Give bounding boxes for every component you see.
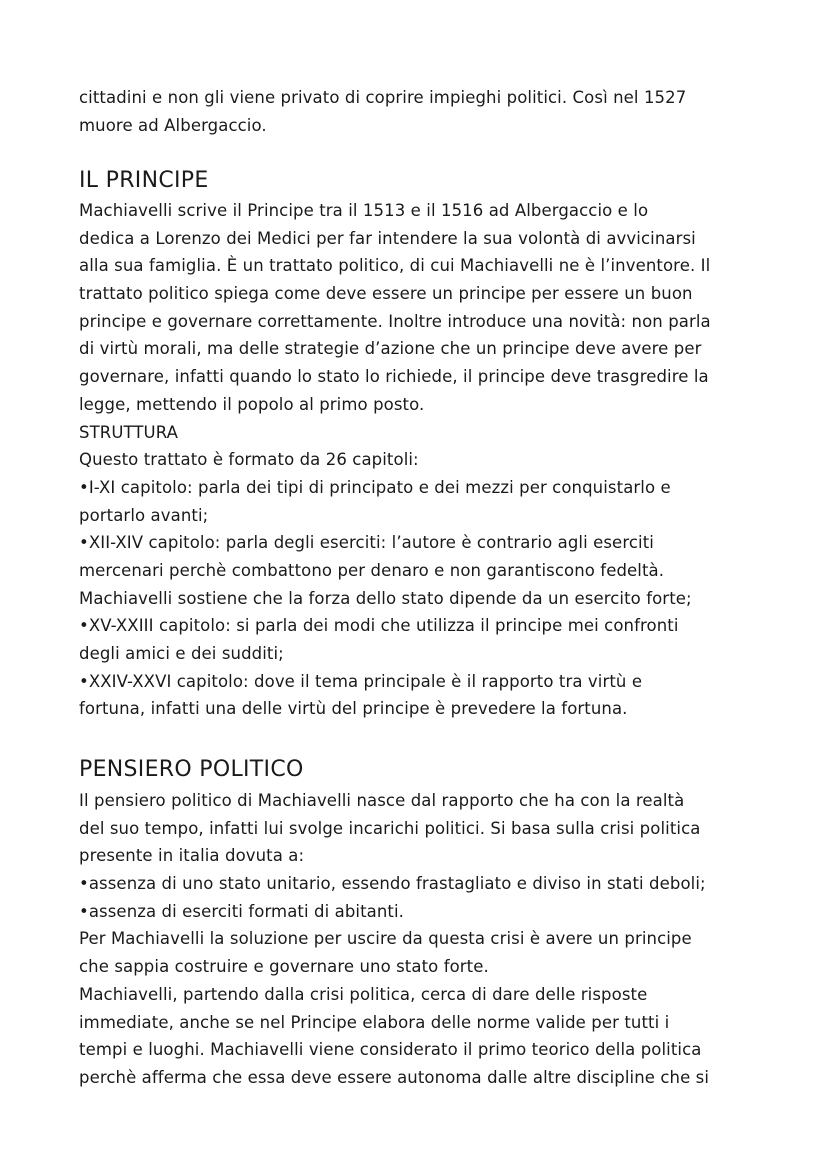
text-line: mercenari perchè combattono per denaro e non garantiscono fedeltà. [79, 560, 665, 580]
text-line: immediate, anche se nel Principe elabora delle norme valide per tutti i [79, 1012, 670, 1032]
text-line: del suo tempo, infatti lui svolge incarichi politici. Si basa sulla crisi politica [79, 818, 701, 838]
section-heading-pensiero-politico: PENSIERO POLITICO [79, 757, 304, 782]
bullet-line: •XXIV-XXVI capitolo: dove il tema principale è il rapporto tra virtù e [79, 671, 643, 691]
bullet-line: •assenza di uno stato unitario, essendo frastagliato e diviso in stati deboli; [79, 874, 706, 894]
bullet-line: •I-XI capitolo: parla dei tipi di principato e dei mezzi per conquistarlo e [79, 477, 671, 497]
text-line: di virtù morali, ma delle strategie d’azione che un principe deve avere per [79, 339, 702, 359]
text-line: muore ad Albergaccio. [79, 115, 267, 135]
text-line: cittadini e non gli viene privato di coprire impieghi politici. Così nel 1527 [79, 88, 687, 107]
text-line: tempi e luoghi. Machiavelli viene considerato il primo teorico della politica [79, 1040, 702, 1060]
text-line: Questo trattato è formato da 26 capitoli: [79, 450, 419, 470]
text-line: Il pensiero politico di Machiavelli nasce dal rapporto che ha con la realtà [79, 791, 685, 810]
text-line: dedica a Lorenzo dei Medici per far intendere la sua volontà di avvicinarsi [79, 228, 696, 248]
section-heading-principe: IL PRINCIPE [79, 168, 209, 193]
text-line: presente in italia dovuta a: [79, 846, 305, 866]
text-line: degli amici e dei sudditi; [79, 644, 284, 663]
bullet-line: •assenza di eserciti formati di abitanti. [79, 901, 405, 921]
pensiero-body [79, 787, 709, 1092]
bullet-line: •XII-XIV capitolo: parla degli eserciti: l’autore è contrario agli eserciti [79, 533, 654, 553]
text-line: che sappia costruire e governare uno stato forte. [79, 957, 489, 977]
text-line: governare, infatti quando lo stato lo richiede, il principe deve trasgredire la [79, 367, 709, 387]
text-line: Per Machiavelli la soluzione per uscire da questa crisi è avere un principe [79, 929, 692, 949]
text-line: principe e governare correttamente. Inoltre introduce una novità: non parla [79, 311, 711, 331]
text-line: alla sua famiglia. È un trattato politico, di cui Machiavelli ne è l’inventore. Il [79, 256, 711, 276]
text-line: Machiavelli scrive il Principe tra il 1513 e il 1516 ad Albergaccio e lo [79, 201, 649, 220]
text-line: legge, mettendo il popolo al primo posto. [79, 394, 425, 414]
text-line: Machiavelli, partendo dalla crisi politica, cerca di dare delle risposte [79, 984, 648, 1004]
text-line: trattato politico spiega come deve essere un principe per essere un buon [79, 284, 693, 304]
subheading-struttura: STRUTTURA [79, 422, 179, 442]
text-line: Machiavelli sostiene che la forza dello stato dipende da un esercito forte; [79, 588, 692, 608]
text-line: portarlo avanti; [79, 505, 209, 525]
text-line: fortuna, infatti una delle virtù del principe è prevedere la fortuna. [79, 699, 628, 719]
bullet-line: •XV-XXIII capitolo: si parla dei modi che utilizza il principe mei confronti [79, 616, 679, 636]
intro-paragraph [79, 84, 686, 139]
text-line: perchè afferma che essa deve essere autonoma dalle altre discipline che si [79, 1067, 710, 1087]
principe-body [79, 197, 711, 723]
